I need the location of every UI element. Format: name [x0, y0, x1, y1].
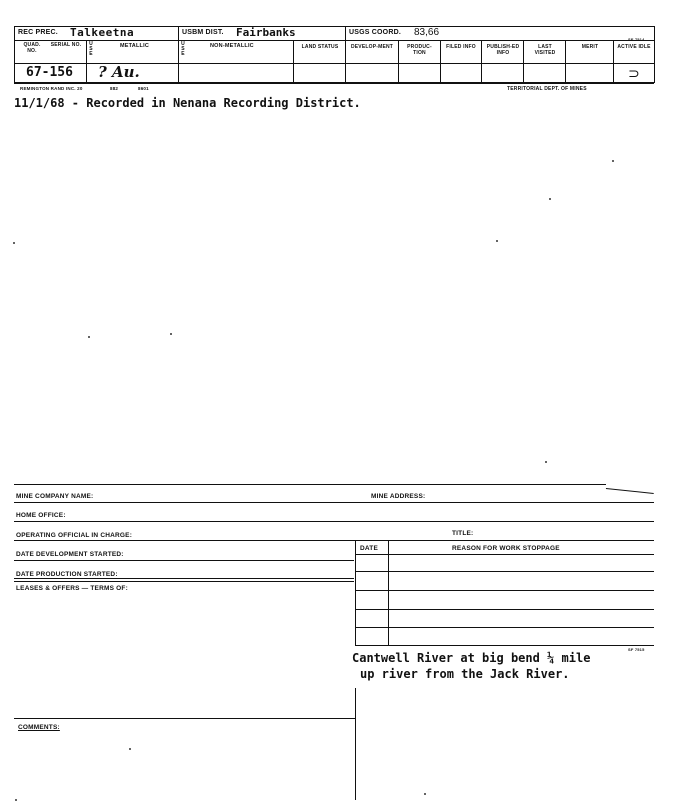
lower-top-rule [14, 484, 606, 485]
header-row1-bottom [14, 40, 654, 41]
recording-entry: 11/1/68 - Recorded in Nenana Recording District. [14, 96, 361, 110]
department-imprint: TERRITORIAL DEPT. OF MINES [507, 86, 587, 92]
header-row3-bottom [14, 82, 654, 84]
operating-official-label: OPERATING OFFICIAL IN CHARGE: [16, 532, 133, 539]
mine-company-label: MINE COMPANY NAME: [16, 493, 94, 500]
active-idle-label: ACTIVE IDLE [617, 44, 651, 50]
serial-no-label: SERIAL NO. [50, 42, 82, 48]
stoppage-row-1 [355, 571, 654, 572]
header-v-rec-usbm [178, 26, 179, 83]
header-v-develop [398, 40, 399, 83]
last-visited-label: LAST VISITED [534, 44, 556, 56]
lower-top-rule-right [606, 488, 654, 494]
form-number-top: SF 7514 [628, 37, 645, 42]
header-v-filed [481, 40, 482, 83]
header-v-left [14, 26, 15, 83]
scan-speck [545, 461, 547, 463]
imprint-code-b: 8601 [138, 86, 149, 91]
usgs-coord-label: USGS COORD. [349, 29, 401, 36]
imprint-code-a: 882 [110, 86, 119, 91]
scan-speck [129, 748, 131, 750]
merit-label: MERIT [581, 44, 599, 50]
location-line-2: up river from the Jack River. [360, 667, 570, 681]
home-office-label: HOME OFFICE: [16, 512, 66, 519]
comments-label: COMMENTS: [18, 724, 60, 731]
dev-started-rule [14, 560, 354, 561]
stoppage-row-2 [355, 590, 654, 591]
header-v-last [565, 40, 566, 83]
metallic-value: ? Au. [98, 63, 140, 81]
active-idle-mark: ⊃ [628, 66, 640, 82]
quad-serial-value: 67-156 [26, 65, 73, 80]
title-label: TITLE: [452, 530, 474, 537]
header-v-right [654, 26, 655, 83]
scan-speck [13, 242, 15, 244]
scan-speck [170, 333, 172, 335]
header-v-land [293, 40, 294, 83]
metallic-label: METALLIC [120, 43, 149, 49]
scan-speck [15, 799, 17, 801]
form-number-bottom: SF 7515 [628, 647, 645, 652]
usbm-dist-value: Fairbanks [236, 26, 296, 39]
stoppage-table-left [355, 540, 356, 646]
scan-speck [88, 336, 90, 338]
leases-label: LEASES & OFFERS — TERMS OF: [16, 585, 128, 592]
use-label-non-metallic: USE [181, 41, 185, 57]
prod-started-rule [14, 578, 354, 579]
home-office-rule [14, 521, 654, 522]
prod-started-rule-2 [14, 581, 354, 582]
stoppage-row-4 [355, 627, 654, 628]
header-v-usbm-usgs [345, 26, 346, 83]
quad-no-label: QUAD. NO. [23, 42, 41, 54]
rec-prec-label: REC PREC. [18, 29, 58, 36]
location-line-1: Cantwell River at big bend ¼ mile [352, 651, 591, 665]
stoppage-row-3 [355, 609, 654, 610]
non-metallic-label: NON-METALLIC [210, 43, 254, 49]
header-v-serial [86, 40, 87, 83]
scan-speck [424, 793, 426, 795]
published-info-label: PUBLISH-ED INFO [486, 44, 520, 56]
use-label-metallic: USE [89, 41, 93, 57]
stoppage-header-rule [355, 554, 654, 555]
comments-right-border [355, 688, 356, 800]
usbm-dist-label: USBM DIST. [182, 29, 224, 36]
scan-speck [496, 240, 498, 242]
development-label: DEVELOP-MENT [350, 44, 394, 50]
operating-official-rule [14, 540, 654, 541]
printer-imprint: REMINGTON RAND INC. 20 [20, 86, 83, 91]
usgs-coord-value: 83,66 [414, 27, 440, 38]
production-label: PRODUC-TION [407, 44, 432, 56]
land-status-label: LAND STATUS [301, 44, 339, 50]
dev-started-label: DATE DEVELOPMENT STARTED: [16, 551, 124, 558]
rec-prec-value: Talkeetna [70, 26, 135, 39]
stoppage-date-divider [388, 540, 389, 646]
stoppage-date-header: DATE [360, 545, 379, 552]
prod-started-label: DATE PRODUCTION STARTED: [16, 571, 118, 578]
stoppage-row-5 [355, 645, 654, 646]
filed-info-label: FILED INFO [446, 44, 476, 50]
header-v-publish [523, 40, 524, 83]
mine-address-label: MINE ADDRESS: [371, 493, 426, 500]
header-v-produc [440, 40, 441, 83]
scan-speck [612, 160, 614, 162]
stoppage-reason-header: REASON FOR WORK STOPPAGE [452, 545, 560, 552]
scan-speck [549, 198, 551, 200]
comments-top-rule [14, 718, 356, 719]
header-v-merit [613, 40, 614, 83]
mine-company-rule [14, 502, 654, 503]
